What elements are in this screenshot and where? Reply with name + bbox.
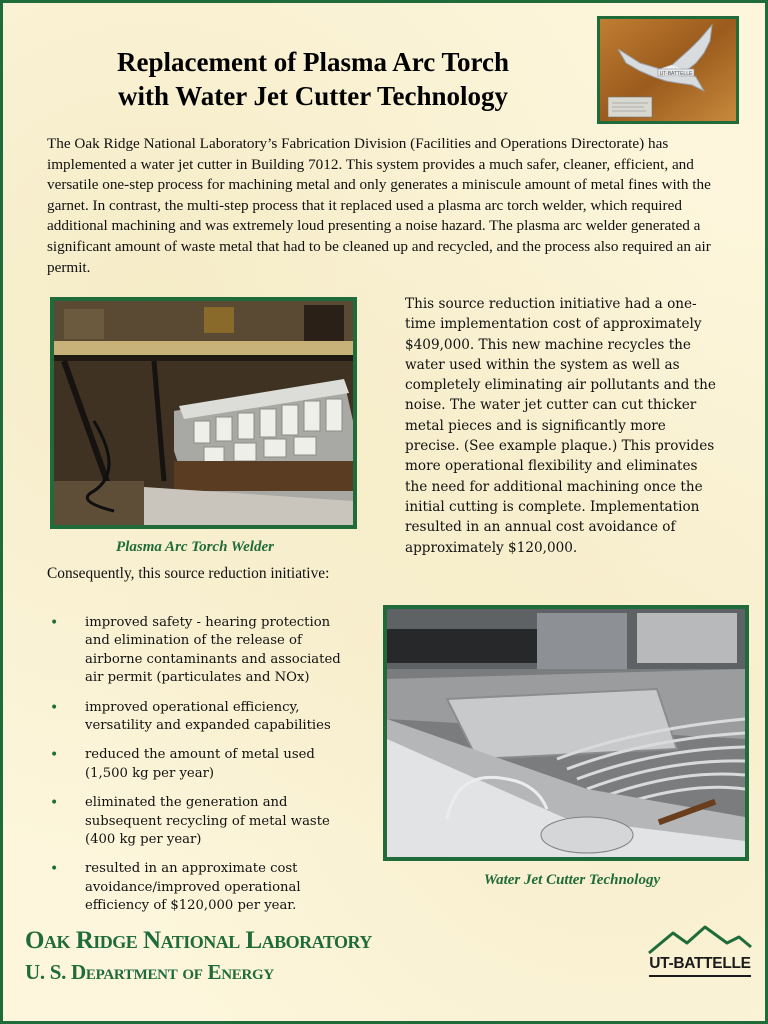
bullet-icon: • (50, 699, 59, 716)
benefits-list (47, 614, 357, 927)
plaque-photo (597, 16, 739, 124)
consequently-heading: Consequently, this source reduction initiative: (47, 565, 330, 582)
doe-wordmark: U. S. Department of Energy (25, 960, 274, 984)
ut-battelle-logo (647, 925, 753, 983)
water-jet-photo (383, 605, 749, 861)
intro-paragraph: The Oak Ridge National Laboratory’s Fabrication Division (Facilities and Operations Directorate) has implemented a water jet cutter in Building 7012. This system provides a much safer, cleaner, efficient, and versatile one-step process for machining metal and only generates a miniscule amount of metal fines with the garnet. In contrast, the multi-step process that it replaced used a plasma arc torch welder, which required additional machining and was extremely loud presenting a noise hazard. The plasma arc welder generated a significant amount of waste metal that had to be cleaned up and recycled, and the process also required an air permit. (47, 135, 711, 276)
plasma-arc-caption: Plasma Arc Torch Welder (116, 539, 274, 555)
ornl-wordmark: Oak Ridge National Laboratory (25, 927, 372, 954)
ut-battelle-text: UT-BATTELLE (649, 955, 751, 972)
bullet-icon: • (50, 861, 59, 878)
water-jet-caption: Water Jet Cutter Technology (483, 872, 661, 888)
list-item: • improved operational efficiency, versatility and expanded capabilities (50, 699, 331, 734)
list-item: • improved safety - hearing protection and elimination of the release of airborne contaminants and associated air permit (particulates and NOx) (50, 615, 341, 686)
plaque-label: UT-BATTELLE (659, 71, 693, 77)
bullet-icon: • (50, 747, 59, 764)
plasma-arc-photo (50, 297, 357, 529)
cost-paragraph: This source reduction initiative had a one-time implementation cost of approximately $409,000. This new machine recycles the water used within the system as well as completely eliminating air pollutants and the noise. The water jet cutter can cut thicker metal pieces and is significantly more precise. (See example plaque.) This provides more operational flexibility and eliminates the need for additional machining once the initial cutting is complete. Implementation resulted in an annual cost avoidance of approximately $120,000. (405, 296, 716, 556)
underline-divider (649, 975, 751, 979)
title-line-1: Replacement of Plasma Arc Torch (117, 47, 509, 77)
page-title (43, 45, 583, 113)
bullet-icon: • (50, 795, 59, 812)
list-item: • reduced the amount of metal used (1,500 kg per year) (50, 747, 315, 781)
list-item: • eliminated the generation and subsequent recycling of metal waste (400 kg per year) (50, 795, 330, 848)
eagle-plaque-icon (600, 19, 736, 121)
title-line-2: with Water Jet Cutter Technology (118, 81, 508, 111)
mountains-icon (647, 925, 753, 955)
bullet-icon: • (50, 615, 59, 631)
list-item: • resulted in an approximate cost avoidance/improved operational efficiency of $120,000 per year. (50, 861, 301, 914)
